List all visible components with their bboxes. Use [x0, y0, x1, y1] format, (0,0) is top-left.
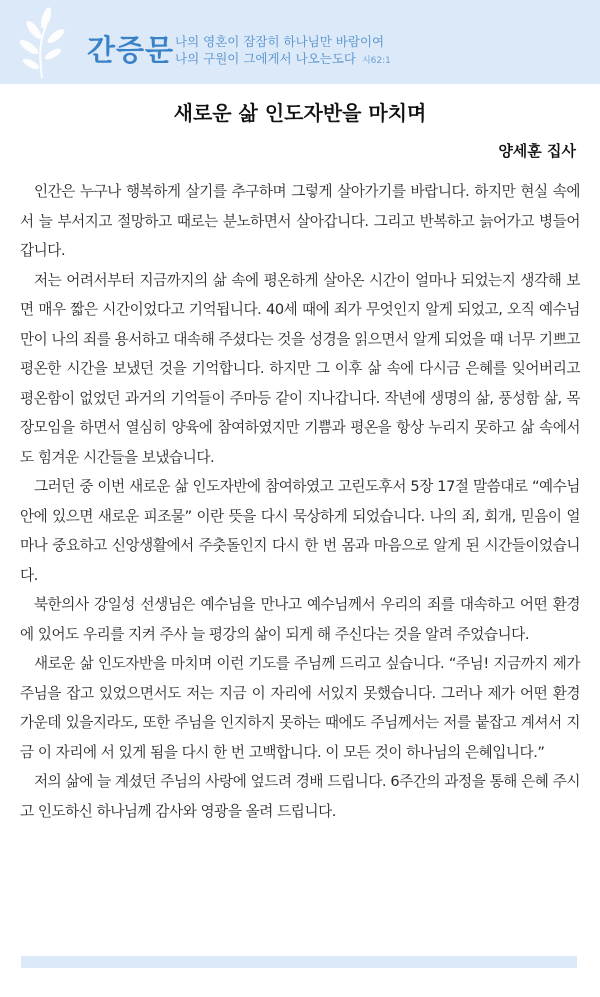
verse-line-1: 나의 영혼이 잠잠히 하나님만 바람이여 [175, 34, 385, 49]
document-title: 새로운 삶 인도자반을 마치며 [173, 101, 427, 125]
verse-reference: 시62:1 [361, 56, 391, 66]
verse-line-2-text: 나의 구원이 그에게서 나오는도다 [175, 51, 356, 66]
header-verse [175, 33, 391, 70]
verse-line-2 [175, 50, 391, 70]
testimony-body [20, 177, 580, 826]
paragraph: 인간은 누구나 행복하게 살기를 추구하며 그렇게 살아가기를 바랍니다. 하지만 현실 속에서 늘 부서지고 절망하고 때로는 분노하면서 살아갑니다. 그리고 반복하고 늙어가고 병들어갑니다. [20, 183, 580, 259]
olive-branch-icon [12, 6, 76, 80]
paragraph: 그러던 중 이번 새로운 삶 인도자반에 참여하였고 고린도후서 5장 17절 말씀대로 “예수님 안에 있으면 새로운 피조물” 이란 뜻을 다시 묵상하게 되었습니다. 나의 죄, 회개, 믿음이 얼마나 중요하고 신앙생활에서 주춧돌인지 다시 한 번 몸과 마음으로 알게 된 시간들이었습니다. [20, 478, 580, 584]
footer-divider [21, 956, 577, 968]
paragraph: 저의 삶에 늘 계셨던 주님의 사랑에 엎드려 경배 드립니다. 6주간의 과정을 통해 은혜 주시고 인도하신 하나님께 감사와 영광을 올려 드립니다. [20, 773, 580, 820]
header-band [0, 0, 600, 84]
paragraph: 북한의사 강일성 선생님은 예수님을 만나고 예수님께서 우리의 죄를 대속하고 어떤 환경에 있어도 우리를 지켜 주사 늘 평강의 삶이 되게 해 주신다는 것을 알려 주었습니다. [20, 596, 580, 643]
paragraph: 저는 어려서부터 지금까지의 삶 속에 평온하게 살아온 시간이 얼마나 되었는지 생각해 보면 매우 짧은 시간이었다고 기억됩니다. 40세 때에 죄가 무엇인지 알게 되었고, 오직 예수님만이 나의 죄를 용서하고 대속해 주셨다는 것을 성경을 읽으면서 알게 되었을 때 너무 기쁘고 평온한 시간을 보냈던 것을 기억합니다. 하지만 그 이후 삶 속에 다시금 은혜를 잊어버리고 평온함이 없었던 과거의 기억들이 주마등 같이 지나갑니다. 작년에 생명의 삶, 풍성함 삶, 목장모임을 하면서 열심히 양육에 참여하였지만 기쁨과 평온을 항상 누리지 못하고 삶 속에서도 힘겨운 시간들을 보냈습니다. [20, 271, 580, 466]
author-name: 양세훈 집사 [498, 142, 576, 160]
paragraph: 새로운 삶 인도자반을 마치며 이런 기도를 주님께 드리고 싶습니다. “주님! 지금까지 제가 주님을 잡고 있었으면서도 저는 지금 이 자리에 서있지 못했습니다. 그러나 제가 어떤 환경 가운데 있을지라도, 또한 주님을 인지하지 못하는 때에도 주님께서는 저를 붙잡고 계셔서 지금 이 자리에 서 있게 됨을 다시 한 번 고백합니다. 이 모든 것이 하나님의 은혜입니다.” [20, 655, 580, 761]
header-title: 간증문 [87, 33, 175, 67]
